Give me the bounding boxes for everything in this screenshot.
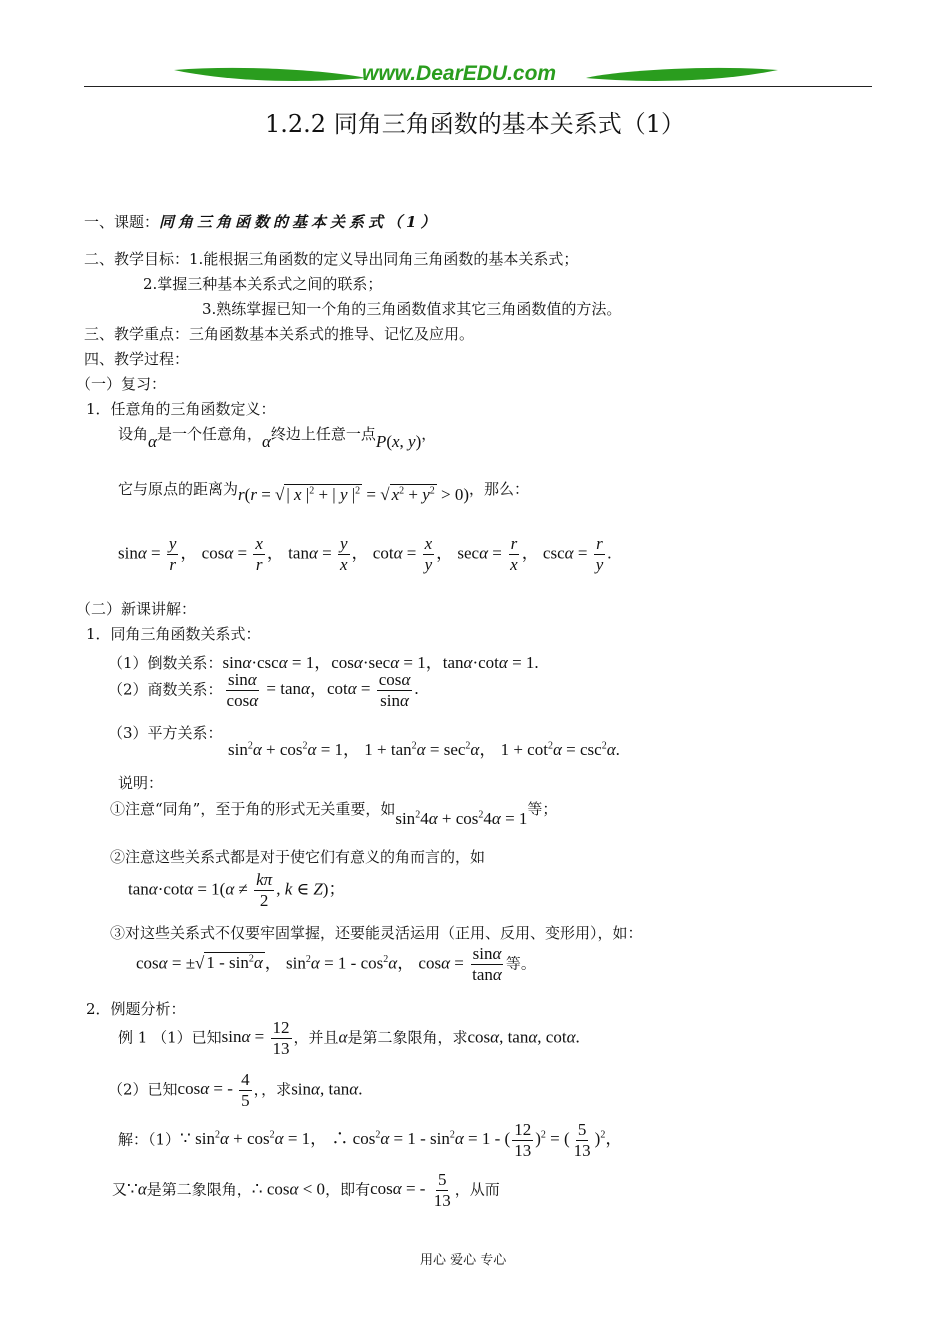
solution-line-2: 又∵α是第二象限角，∴ cosα < 0，即有cosα = - $\frac{5}{13}$ ，从而 bbox=[112, 1170, 500, 1210]
text: ，即有 bbox=[325, 1180, 371, 1199]
example-1: 例 1 （1）已知sinα = $\frac{12}{13}$ ，并且α是第二象限角，求cosα, tanα, cotα. bbox=[118, 1018, 580, 1058]
square-relation-label: （3）平方关系： bbox=[108, 724, 223, 742]
review-heading: （一）复习： bbox=[76, 375, 167, 393]
text: 等。 bbox=[505, 954, 536, 973]
text: （1）倒数关系： bbox=[108, 654, 223, 672]
review-item-1: 1．任意角的三角函数定义： bbox=[86, 400, 276, 418]
text: ，从而 bbox=[454, 1180, 500, 1199]
section-1-label: 一、课题： bbox=[84, 213, 160, 231]
note-2: ②注意这些关系式都是对于使它们有意义的角而言的，如 bbox=[110, 848, 486, 866]
text: ①注意“同角”，至于角的形式无关重要，如 bbox=[110, 800, 396, 818]
review-line-1: 设角α是一个任意角，α终边上任意一点P(x, y)， bbox=[118, 425, 437, 451]
goal-3: 3.熟练掌握已知一个角的三角函数值求其它三角函数值的方法。 bbox=[202, 300, 622, 318]
header-rule bbox=[84, 86, 872, 87]
text: 是一个任意角， bbox=[156, 425, 262, 443]
text: 例 1 （1）已知 bbox=[118, 1028, 222, 1047]
text: 终边上任意一点 bbox=[270, 425, 376, 443]
page-title: 1.2.2 同角三角函数的基本关系式（1） bbox=[265, 110, 685, 138]
text: （2）商数关系： bbox=[108, 680, 223, 699]
text: ，并且 bbox=[293, 1028, 339, 1047]
new-lesson-item-1: 1．同角三角函数关系式： bbox=[86, 625, 261, 643]
section-2-label: 二、教学目标： bbox=[84, 250, 190, 268]
text: 是第二象限角，求 bbox=[347, 1028, 468, 1047]
note-label: 说明： bbox=[118, 774, 164, 792]
text: 是第二象限角， bbox=[146, 1180, 252, 1199]
section-2-goal-1 bbox=[84, 248, 578, 269]
section-1 bbox=[84, 211, 439, 232]
text: （2）已知 bbox=[108, 1080, 178, 1099]
section-4: 四、教学过程： bbox=[84, 350, 190, 368]
new-lesson-heading: （二）新课讲解： bbox=[76, 600, 197, 618]
reciprocal-relation: （1）倒数关系：sinα·cscα = 1，cosα·secα = 1，tanα·cotα = 1. bbox=[108, 653, 539, 672]
text: 解：（1） bbox=[118, 1130, 181, 1149]
text: 又 bbox=[112, 1180, 128, 1199]
goal-1: 1.能根据三角函数的定义导出同角三角函数的基本关系式； bbox=[189, 250, 579, 268]
text: 等； bbox=[527, 800, 558, 818]
solution-line-1: 解：（1）∵ $\sin^2\alpha + \cos^2\alpha = 1$， ∴ $\cos^2\alpha = 1 - \sin^2\alpha = 1$ - ( $\frac{12}{13}$ )$^2$ = ( $\frac{5}{13}$ )$^2$， bbox=[118, 1120, 623, 1160]
note-1: ①注意“同角”，至于角的形式无关重要，如$\sin^24\alpha + \cos^24\alpha = 1$等； bbox=[110, 800, 558, 828]
text: ，那么： bbox=[469, 480, 530, 498]
section-1-value: 同角三角函数的基本关系式（1） bbox=[159, 213, 440, 231]
square-relation: $\sin^2\alpha + \cos^2\alpha = 1$， $1 + \tan^2\alpha = \sec^2\alpha$， $1 + \cot^2\alpha = \csc^2\alpha$. bbox=[228, 740, 620, 759]
text: 它与原点的距离为 bbox=[118, 480, 239, 498]
note-2-formula: tanα·cotα = 1(α ≠ $\frac{k\pi}{2}$ , k ∈ Z)； bbox=[128, 870, 346, 910]
note-3: ③对这些关系式不仅要牢固掌握，还要能灵活运用（正用、反用、变形用），如： bbox=[110, 924, 643, 942]
logo-text: www.DearEDU.com bbox=[362, 62, 557, 85]
goal-2: 2.掌握三种基本关系式之间的联系； bbox=[143, 275, 383, 293]
review-line-2: 它与原点的距离为r(r = √ | x $|^2$ + | y $|^2$ = √ $x^2 + y^2 > 0$)，那么： bbox=[118, 480, 530, 504]
page-footer: 用心 爱心 专心 bbox=[420, 1253, 507, 1268]
text: ，求 bbox=[261, 1080, 292, 1099]
text: 设角 bbox=[118, 425, 149, 443]
section-3: 三、教学重点：三角函数基本关系式的推导、记忆及应用。 bbox=[84, 325, 475, 343]
note-3-formula: cosα = ±√ $1 - \sin^2\alpha$ ， $\sin^2\alpha = 1 - \cos^2\alpha$， cosα = $\frac{\sin\alpha}{\tan\alpha}$ 等。 bbox=[136, 944, 536, 984]
quotient-relation: （2）商数关系： $\frac{\sin\alpha}{\cos\alpha}$ = tanα，cotα = $\frac{\cos\alpha}{\sin\alpha}$ . bbox=[108, 670, 419, 710]
example-2: （2）已知cosα = - $\frac{4}{5}$ ，，求sinα, tanα. bbox=[108, 1070, 363, 1110]
examples-heading: 2．例题分析： bbox=[86, 1000, 186, 1018]
trig-definitions: sinα = $\frac{y}{r}$ ， cosα = $\frac{x}{r}$ ， tanα = $\frac{y}{x}$ ， cotα = $\frac{x}{y}$ ， secα = $\frac{r}{x}$ ， cscα = $\frac{r}{y}$ . bbox=[118, 534, 612, 574]
